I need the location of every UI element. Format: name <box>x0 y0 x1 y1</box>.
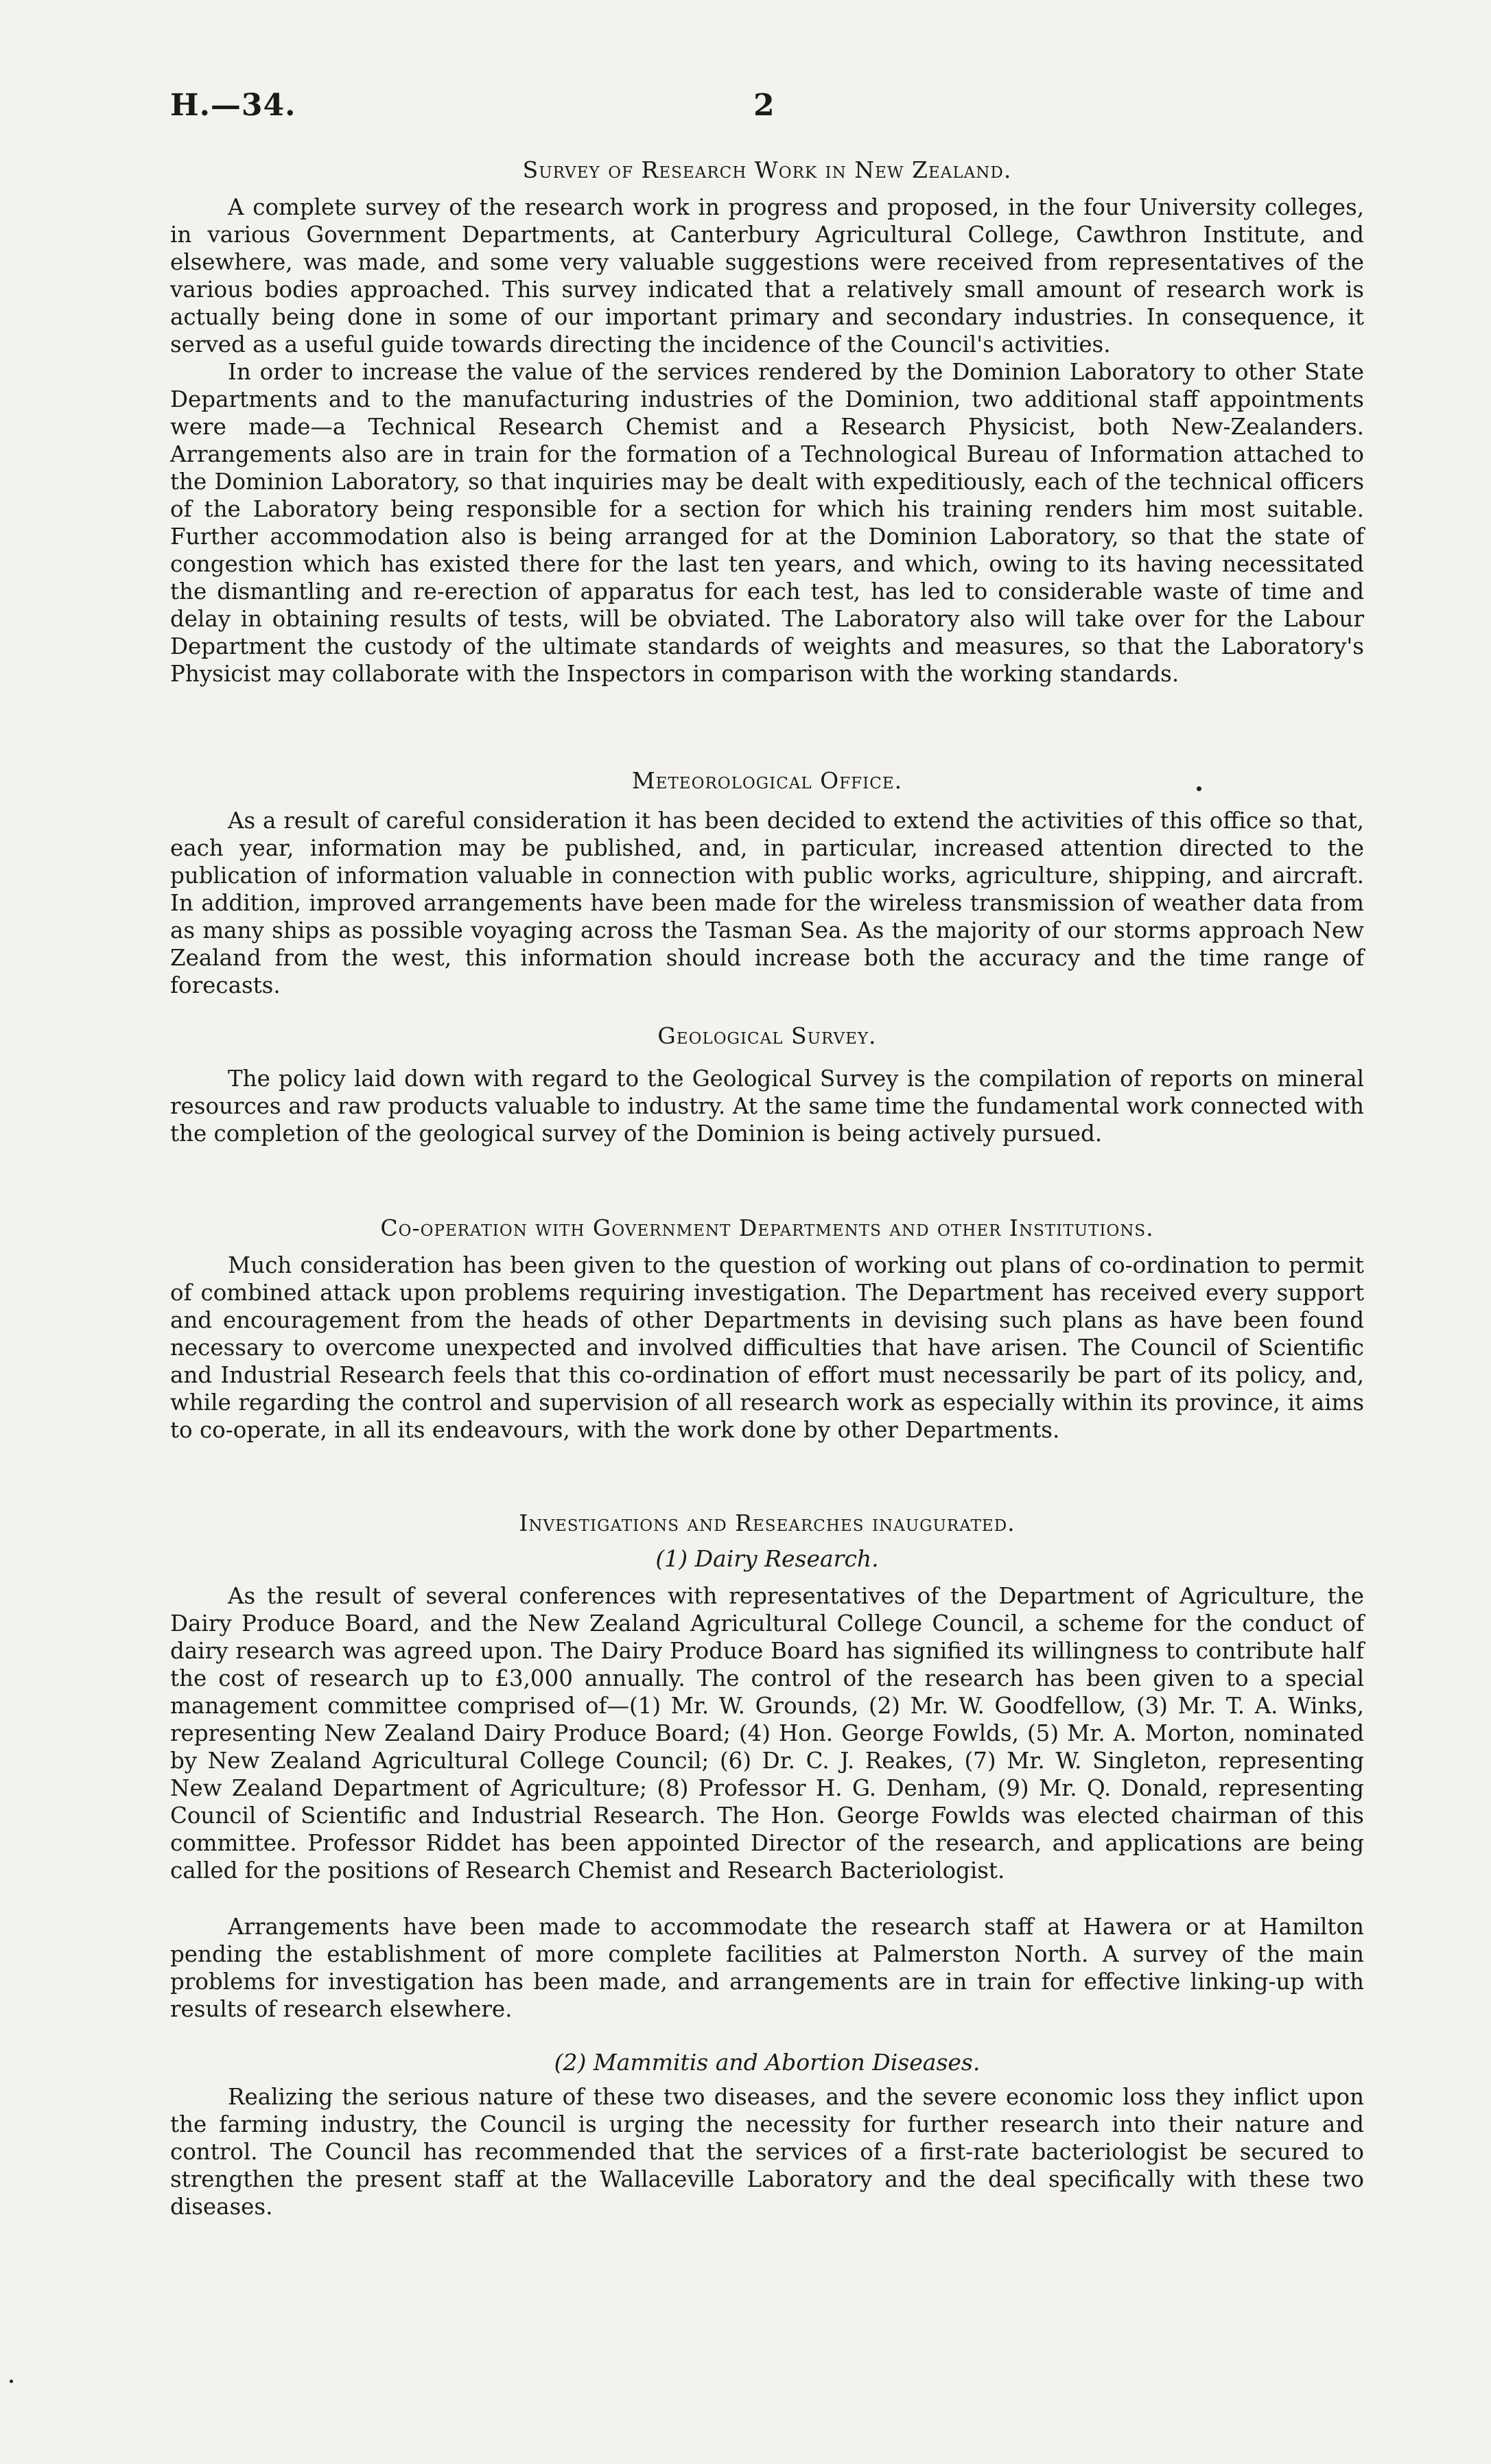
subheading-mammitis: (2) Mammitis and Abortion Diseases. <box>554 2049 981 2076</box>
paragraph-geological: The policy laid down with regard to the Geological Survey is the compilation of reports on mineral resources and raw products valuable to industry. At the same time the fundamental work connected with the completion of the geological survey of the Dominion is being actively pursued. <box>170 1066 1364 1147</box>
paragraph-survey-1: A complete survey of the research work in progress and proposed, in the four University colleges, in various Government Departments, at Canterbury Agricultural College, Cawthron Institute, and elsewhere, was made, and some very valuable suggestions were received from representatives of the various bodies approached. This survey indicated that a relatively small amount of research work is actually being done in some of our important primary and secondary industries. In consequence, it served as a useful guide towards directing the incidence of the Council's activities. <box>170 194 1364 357</box>
section-heading-cooperation: Co-operation with Government Departments and other Institutions. <box>380 1215 1154 1241</box>
page-number: 2 <box>753 88 775 123</box>
section-heading-geological: Geological Survey. <box>657 1022 877 1049</box>
subheading-dairy-research: (1) Dairy Research. <box>655 1545 879 1572</box>
paragraph-dairy-1: As the result of several conferences with representatives of the Department of Agriculture, the Dairy Produce Board, and the New Zealand Agricultural College Council, a scheme for the conduct of dairy research was agreed upon. The Dairy Produce Board has signified its willingness to contribute half the cost of research up to £3,000 annually. The control of the research has been given to a special management committee comprised of—(1) Mr. W. Grounds, (2) Mr. W. Goodfellow, (3) Mr. T. A. Winks, representing New Zealand Dairy Produce Board; (4) Hon. George Fowlds, (5) Mr. A. Morton, nominated by New Zealand Agricultural College Council; (6) Dr. C. J. Reakes, (7) Mr. W. Singleton, representing New Zealand Department of Agriculture; (8) Professor H. G. Denham, (9) Mr. Q. Donald, representing Council of Scientific and Industrial Research. The Hon. George Fowlds was elected chairman of this committee. Professor Riddet has been appointed Director of the research, and applications are being called for the positions of Research Chemist and Research Bacteriologist. <box>170 1583 1364 1884</box>
section-heading-investigations: Investigations and Researches inaugurated. <box>519 1510 1015 1536</box>
margin-mark <box>10 2380 13 2383</box>
paragraph-mammitis: Realizing the serious nature of these two diseases, and the severe economic loss they inflict upon the farming industry, the Council is urging the necessity for further research into their nature and control. The Council has recommended that the services of a first-rate bacteriologist be secured to strengthen the present staff at the Wallaceville Laboratory and the deal specifically with these two diseases. <box>170 2084 1364 2220</box>
paragraph-dairy-2: Arrangements have been made to accommodate the research staff at Hawera or at Hamilton pending the establishment of more complete facilities at Palmerston North. A survey of the main problems for investigation has been made, and arrangements are in train for effective linking-up with results of research elsewhere. <box>170 1914 1364 2022</box>
stray-dot <box>1197 786 1201 791</box>
document-reference: H.—34. <box>170 88 296 123</box>
section-heading-survey: Survey of Research Work in New Zealand. <box>522 156 1012 183</box>
section-heading-meteorological: Meteorological Office. <box>631 767 903 794</box>
paragraph-meteorological: As a result of careful consideration it has been decided to extend the activities of this office so that, each year, information may be published, and, in particular, increased attention directed to the publication of information valuable in connection with public works, agriculture, shipping, and aircraft. In addition, improved arrangements have been made for the wireless transmission of weather data from as many ships as possible voyaging across the Tasman Sea. As the majority of our storms approach New Zealand from the west, this information should increase both the accuracy and the time range of forecasts. <box>170 808 1364 998</box>
paragraph-cooperation: Much consideration has been given to the question of working out plans of co-ordination to permit of combined attack upon problems requiring investigation. The Department has received every support and encouragement from the heads of other Departments in devising such plans as have been found necessary to overcome unexpected and involved difficulties that have arisen. The Council of Scientific and Industrial Research feels that this co-ordination of effort must necessarily be part of its policy, and, while regarding the control and supervision of all research work as especially within its province, it aims to co-operate, in all its endeavours, with the work done by other Departments. <box>170 1252 1364 1443</box>
paragraph-survey-2: In order to increase the value of the services rendered by the Dominion Laboratory to other State Departments and to the manufacturing industries of the Dominion, two additional staff appointments were made—a Technical Research Chemist and a Research Physicist, both New-Zealanders. Arrangements also are in train for the formation of a Technological Bureau of Information attached to the Dominion Laboratory, so that inquiries may be dealt with expeditiously, each of the technical officers of the Laboratory being responsible for a section for which his training renders him most suitable. Further accommodation also is being arranged for at the Dominion Laboratory, so that the state of congestion which has existed there for the last ten years, and which, owing to its having necessitated the dismantling and re-erection of apparatus for each test, has led to considerable waste of time and delay in obtaining results of tests, will be obviated. The Laboratory also will take over for the Labour Department the custody of the ultimate standards of weights and measures, so that the Laboratory's Physicist may collaborate with the Inspectors in comparison with the working standards. <box>170 359 1364 687</box>
